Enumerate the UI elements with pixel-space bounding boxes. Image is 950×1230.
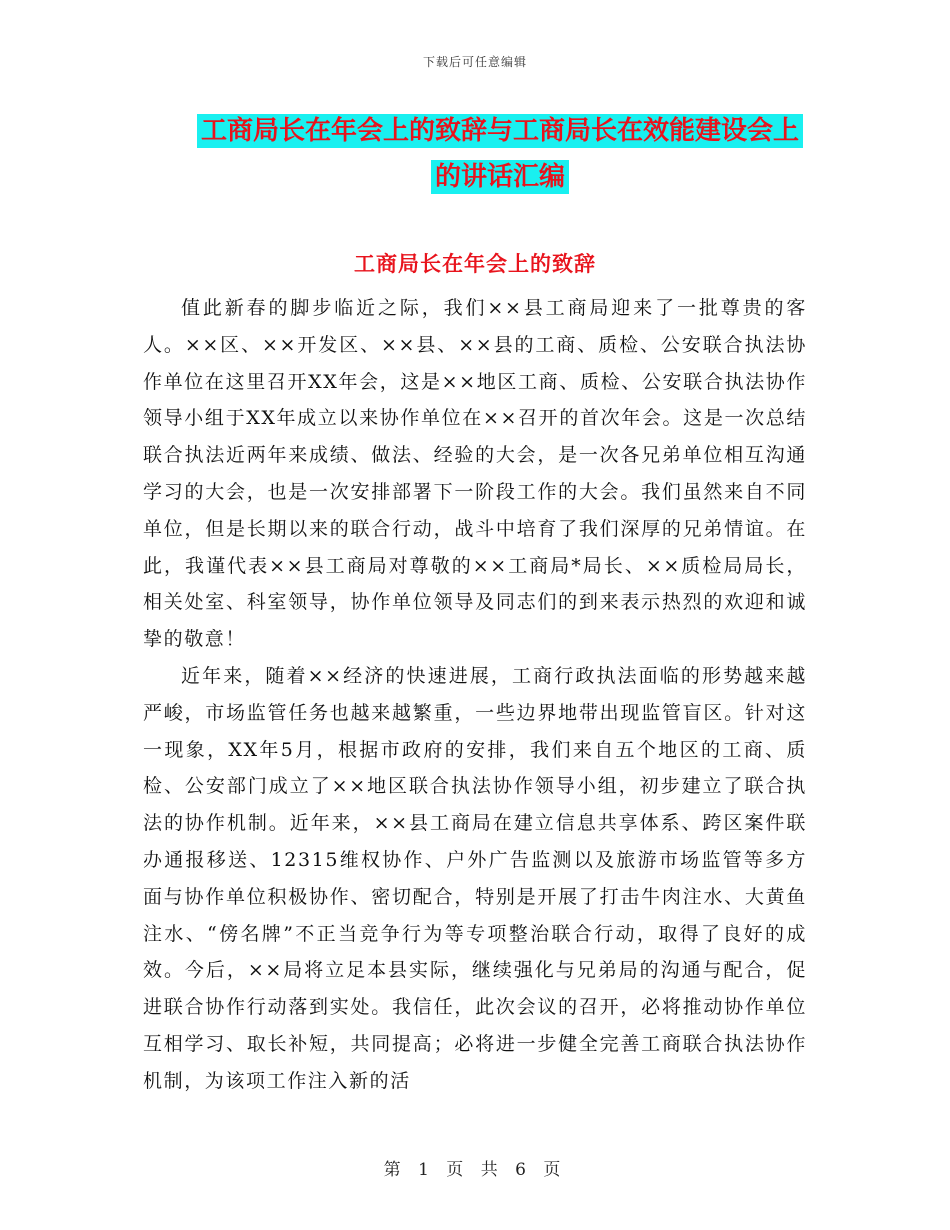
document-body [143,290,807,1100]
document-title-line-2: 的讲话汇编 [431,160,569,194]
page-number: 第 1 页 共 6 页 [383,1160,567,1180]
document-title [180,108,820,200]
header-note: 下载后可任意编辑 [422,55,527,69]
paragraph-2: 近年来，随着××经济的快速进展，工商行政执法面临的形势越来越严峻，市场监管任务也越来越繁重，一些边界地带出现监管盲区。针对这一现象，XX年5月，根据市政府的安排，我们来自五个地区的工商、质检、公安部门成立了××地区联合执法协作领导小组，初步建立了联合执法的协作机制。近年来，××县工商局在建立信息共享体系、跨区案件联办通报移送、12315维权协作、户外广告监测以及旅游市场监管等多方面与协作单位积极协作、密切配合，特别是开展了打击牛肉注水、大黄鱼注水、“傍名牌”不正当竞争行为等专项整治联合行动，取得了良好的成效。今后，××局将立足本县实际，继续强化与兄弟局的沟通与配合，促进联合协作行动落到实处。我信任，此次会议的召开，必将推动协作单位互相学习、取长补短，共同提高；必将进一步健全完善工商联合执法协作机制，为该项工作注入新的活 [143,664,807,1092]
section-title: 工商局长在年会上的致辞 [354,252,596,276]
paragraph-1: 值此新春的脚步临近之际，我们××县工商局迎来了一批尊贵的客人。××区、××开发区、××县、××县的工商、质检、公安联合执法协作单位在这里召开XX年会，这是××地区工商、质检、公安联合执法协作领导小组于XX年成立以来协作单位在××召开的首次年会。这是一次总结联合执法近两年来成绩、做法、经验的大会，是一次各兄弟单位相互沟通学习的大会，也是一次安排部署下一阶段工作的大会。我们虽然来自不同单位，但是长期以来的联合行动，战斗中培育了我们深厚的兄弟情谊。在此，我谨代表××县工商局对尊敬的××工商局*局长、××质检局局长，相关处室、科室领导，协作单位领导及同志们的到来表示热烈的欢迎和诚挚的敬意！ [143,297,807,651]
document-title-line-1: 工商局长在年会上的致辞与工商局长在效能建设会上 [197,114,803,148]
